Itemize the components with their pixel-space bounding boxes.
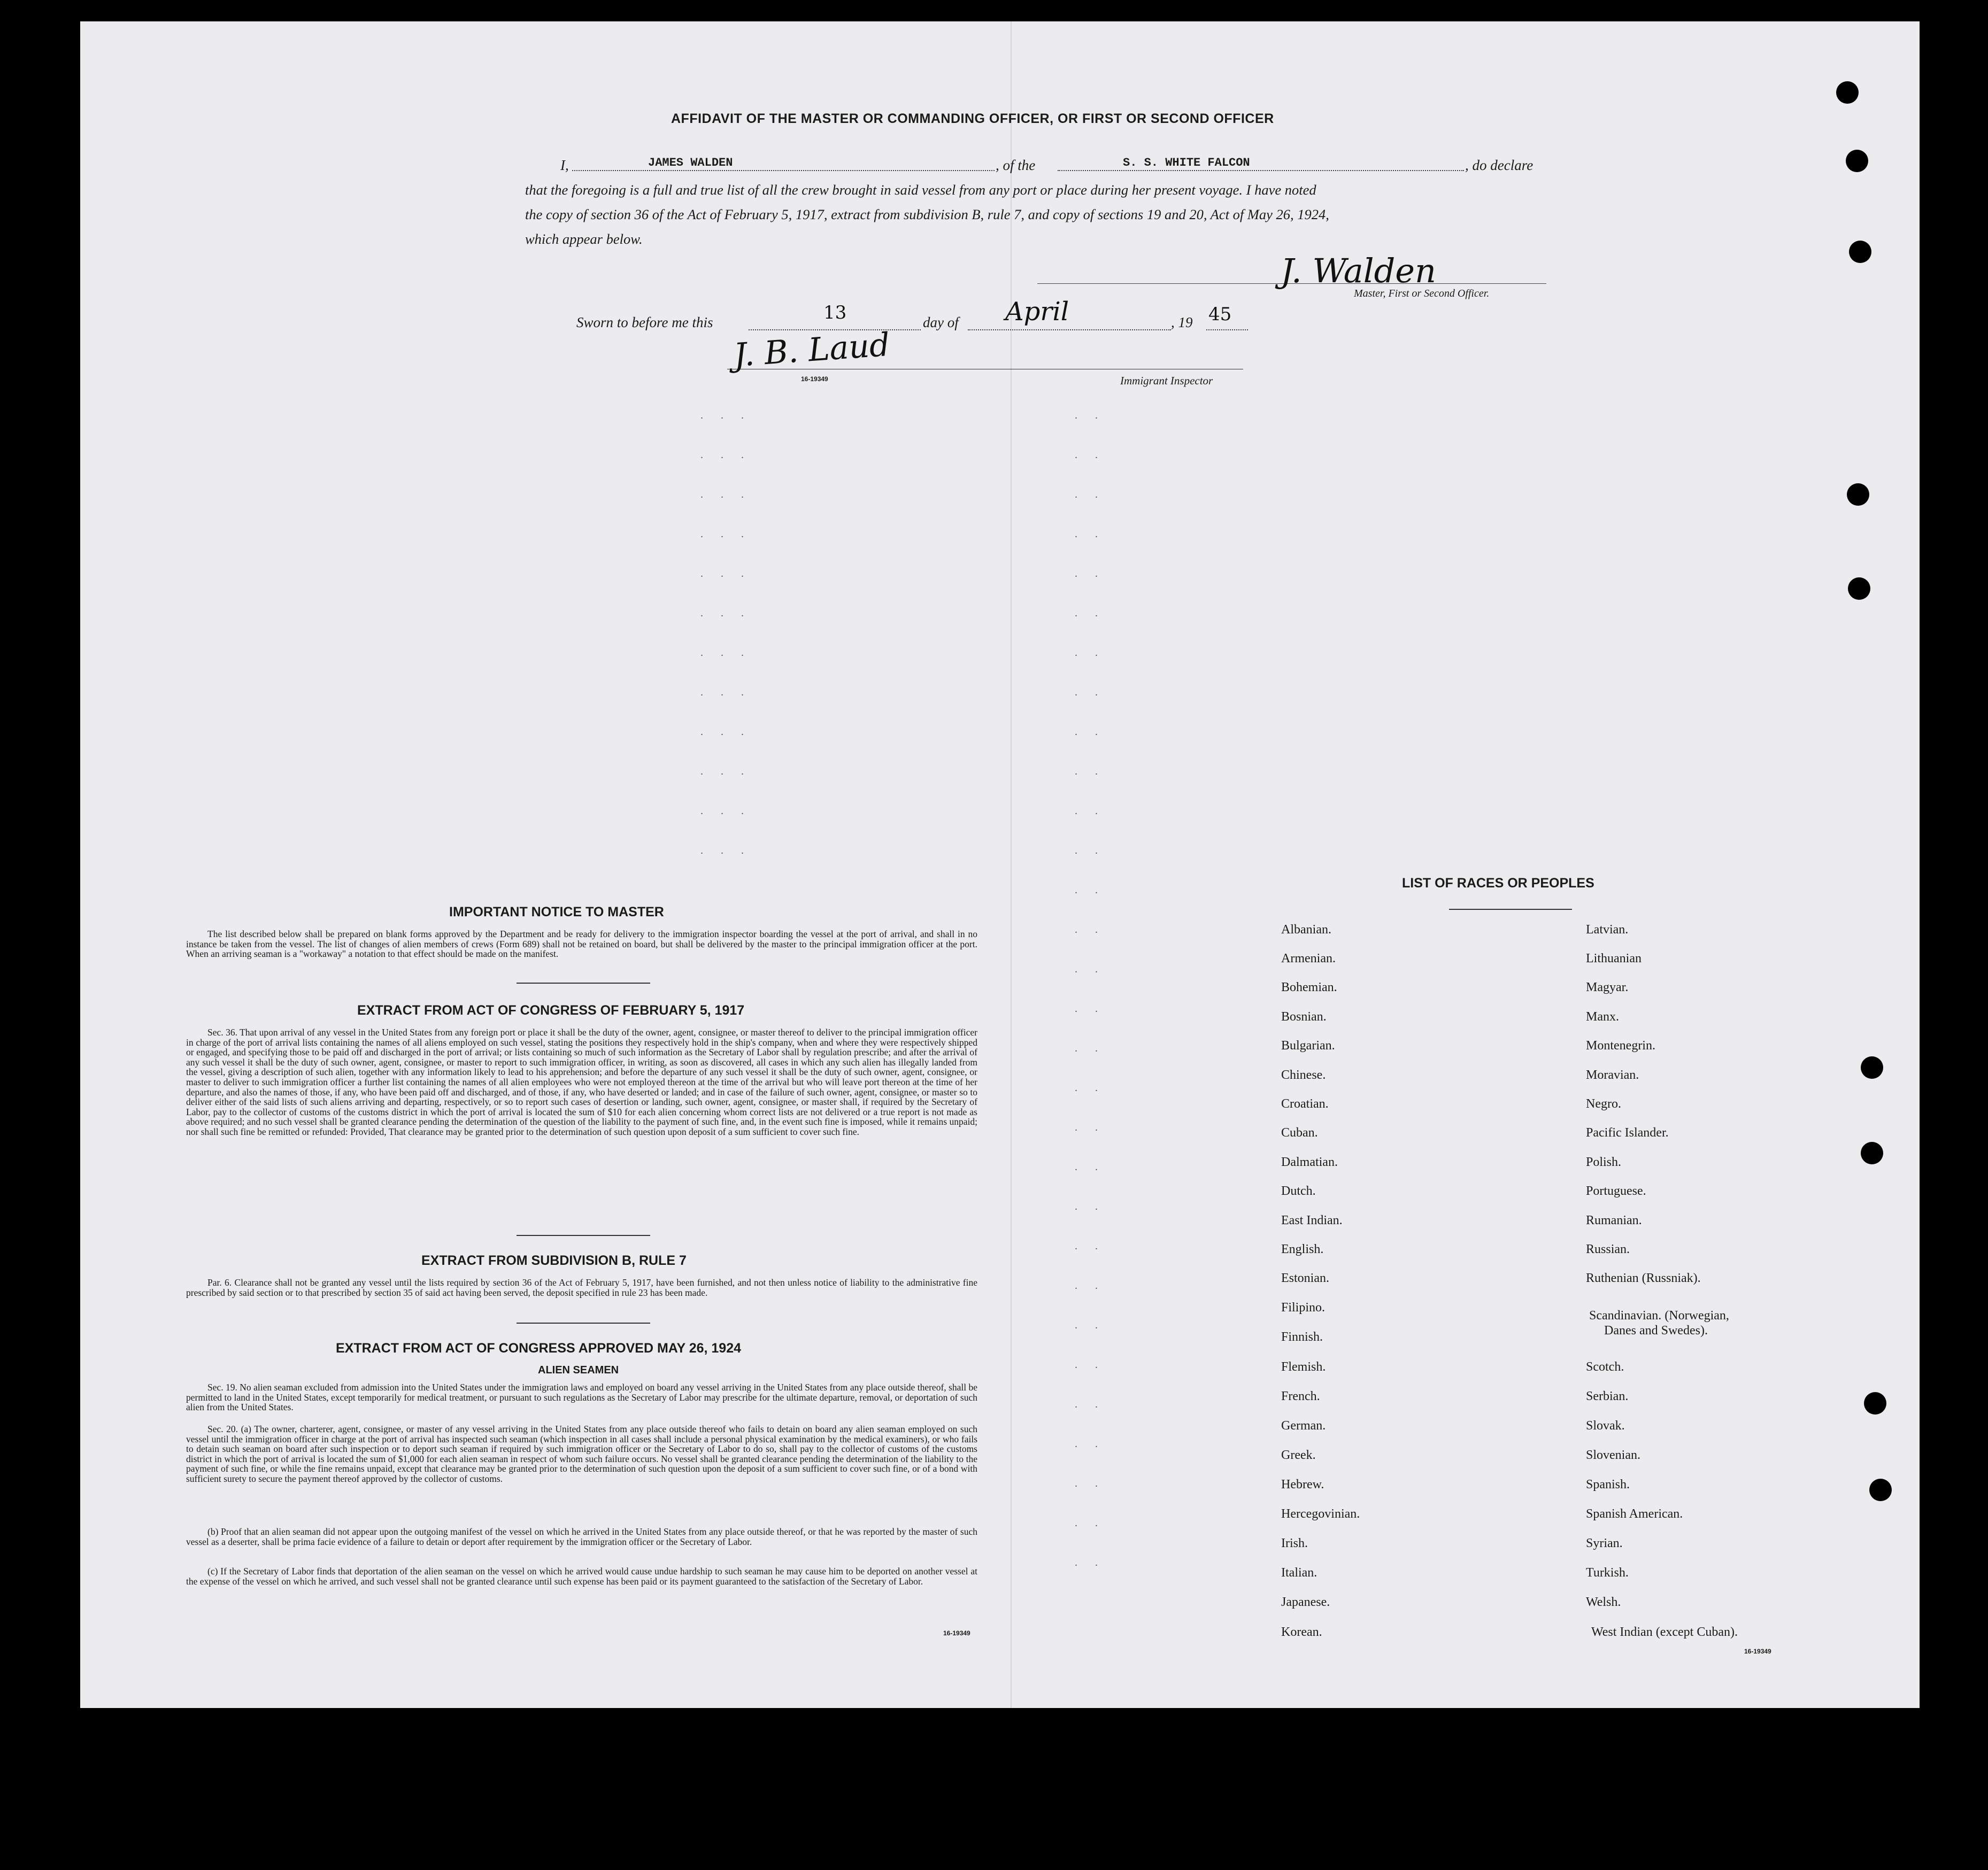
year-suffix: 45 (1208, 304, 1232, 325)
race-item: Albanian. (1281, 923, 1331, 937)
race-item: Armenian. (1281, 952, 1336, 965)
race-item: Scandinavian. (Norwegian, (1589, 1309, 1729, 1323)
extract-1917-title: EXTRACT FROM ACT OF CONGRESS OF FEBRUARY 5, 1917 (357, 1003, 745, 1018)
extract-1924-title: EXTRACT FROM ACT OF CONGRESS APPROVED MAY 26, 1924 (336, 1341, 742, 1356)
punch-hole (1848, 577, 1870, 600)
master-name: JAMES WALDEN (648, 156, 733, 169)
dotted-leaders: . . . . . . . . . . . . . . . . . . . . . . . . . . . . . . . . . . . . (700, 409, 751, 856)
races-form-number: 16-19349 (1744, 1648, 1771, 1655)
punch-hole (1869, 1479, 1892, 1501)
punch-hole (1846, 150, 1868, 172)
race-item: Pacific Islander. (1586, 1126, 1669, 1140)
sworn-month: April (1005, 297, 1069, 327)
race-item: Moravian. (1586, 1068, 1639, 1082)
race-item: Welsh. (1586, 1595, 1621, 1609)
race-item: Portuguese. (1586, 1184, 1646, 1198)
punch-hole (1864, 1392, 1886, 1415)
race-item: Turkish. (1586, 1566, 1629, 1580)
day-of-label: day of (923, 314, 959, 330)
race-item: Chinese. (1281, 1068, 1326, 1082)
vessel-name-line (1058, 170, 1464, 171)
race-item: Polish. (1586, 1155, 1622, 1169)
inspector-caption: Immigrant Inspector (1120, 374, 1213, 387)
sworn-label: Sworn to before me this (576, 314, 713, 330)
race-item: Russian. (1586, 1242, 1630, 1256)
notice-title: IMPORTANT NOTICE TO MASTER (449, 905, 664, 919)
extract-1924-subtitle: ALIEN SEAMEN (538, 1364, 619, 1376)
affidavit-body-line-1: that the foregoing is a full and true list of all the crew brought in said vessel from any port or place during her present voyage. I have noted (525, 182, 1316, 198)
race-item: Magyar. (1586, 980, 1629, 994)
race-item: English. (1281, 1242, 1324, 1256)
race-item: Bulgarian. (1281, 1039, 1335, 1053)
race-item: French. (1281, 1389, 1320, 1403)
race-item: Croatian. (1281, 1097, 1329, 1111)
race-item: Bohemian. (1281, 980, 1337, 994)
affidavit-body-line-3: which appear below. (525, 231, 643, 247)
race-item: Ruthenian (Russniak). (1586, 1271, 1701, 1285)
race-item: Slovenian. (1586, 1448, 1640, 1462)
section-divider (517, 983, 650, 984)
master-signature: J. Walden (1281, 251, 1436, 290)
sec-20c-body: (c) If the Secretary of Labor finds that deportation of the alien seaman on the vessel on which he arrived would cause undue hardship to such seaman he may cause him to be deported on another vessel at the expense of the vessel on which he arrived, and such vessel shall not be granted clearance until such expense has been paid or its payment guaranteed to the satisfaction of the Secretary of Labor. (186, 1566, 977, 1587)
race-item: Spanish. (1586, 1478, 1630, 1492)
race-item: Flemish. (1281, 1360, 1326, 1374)
inspector-signature: J. B. Laud (732, 326, 891, 375)
race-item: Lithuanian (1586, 952, 1642, 965)
punch-hole (1849, 241, 1871, 263)
race-item: Filipino. (1281, 1301, 1326, 1315)
race-item: Montenegrin. (1586, 1039, 1655, 1053)
vessel-name: S. S. WHITE FALCON (1123, 156, 1250, 169)
race-item: East Indian. (1281, 1214, 1343, 1227)
year-line (1206, 329, 1248, 330)
punch-hole (1861, 1142, 1883, 1164)
race-item: West Indian (except Cuban). (1591, 1625, 1738, 1639)
race-item: Dutch. (1281, 1184, 1316, 1198)
race-item: Irish. (1281, 1536, 1308, 1550)
race-item: Negro. (1586, 1097, 1621, 1111)
race-item: Estonian. (1281, 1271, 1329, 1285)
punch-hole (1861, 1056, 1883, 1079)
master-caption: Master, First or Second Officer. (1354, 288, 1490, 299)
race-item: Italian. (1281, 1566, 1317, 1580)
race-item: Bosnian. (1281, 1010, 1327, 1024)
race-item: Finnish. (1281, 1330, 1323, 1344)
punch-hole (1847, 483, 1869, 506)
race-item: Slovak. (1586, 1419, 1625, 1433)
sworn-day: 13 (823, 302, 847, 323)
fold-line (1011, 21, 1012, 1708)
do-declare-label: , do declare (1465, 157, 1534, 173)
race-item: Rumanian. (1586, 1214, 1642, 1227)
race-item: Greek. (1281, 1448, 1316, 1462)
sec-20a-body: Sec. 20. (a) The owner, charterer, agent, consignee, or master of any vessel arriving in the United States from any place outside thereof who fails to detain on board any alien seaman employed on such vessel until the immigration officer in charge at the port of arrival has inspected such seaman (which inspection in all cases shall include a personal physical examination by the medical examiners), or who fails to detain such seaman on board after such inspection or to deport such seaman if required by such immigration officer or the Secretary of Labor to do so, shall pay to the collector of customs of the customs district in which the port of arrival is located the sum of $1,000 for each alien seaman in respect of whom such failure occurs. No vessel shall be granted clearance pending the determination of the liability to the payment of such fine, or while the fine remains unpaid, except that clearance may be granted prior to the determination of such question upon the deposit of a sum sufficient to cover such fine, or of a bond with sufficient surety to secure the payment thereof approved by the collector of customs. (186, 1424, 977, 1484)
race-item: Scotch. (1586, 1360, 1624, 1374)
race-item: Korean. (1281, 1625, 1322, 1639)
race-item: German. (1281, 1419, 1326, 1433)
race-item: Hercegovinian. (1281, 1507, 1360, 1521)
extract-form-number: 16-19349 (943, 1629, 970, 1637)
extract-rule7-title: EXTRACT FROM SUBDIVISION B, RULE 7 (421, 1253, 687, 1268)
extract-1917-body: Sec. 36. That upon arrival of any vessel in the United States from any foreign port or place it shall be the duty of the owner, agent, consignee, or master thereof to deliver to the principal immigration officer in charge of the port of arrival lists containing the names of all aliens employed on such vessel, stating the positions they respectively hold in the ship's company, when and where they were respectively shipped or engaged, and specifying those to be paid off and discharged in the port of arrival; or lists containing so much of such information as the Secretary of Labor shall by regulation prescribe; and after the arrival of any such vessel it shall be the duty of such owner, agent, consignee, or master to report to such immigration officer, in writing, as soon as discovered, all cases in which any such alien has illegally landed from the vessel, giving a description of such alien, together with any information likely to lead to his apprehension; and before the departure of any such vessel it shall be the duty of such owner, agent, consignee, or master to deliver to such immigration officer a further list containing the names of all alien employees who were not employed thereon at the time of the arrival but who will leave port thereon at the time of her departure, and also the names of those, if any, who have been paid off and discharged, and of those, if any, who have deserted or landed; and in case of the failure of such owner, agent, consignee, or master so to deliver either of the said lists of such aliens arriving and departing, respectively, or so to report such cases of desertion or landing, such owner, agent, consignee, or master shall, if required by the Secretary of Labor, pay to the collector of customs of the customs district in which the port of arrival is located the sum of $10 for each alien concerning whom correct lists are not delivered or a true report is not made as above required; and no such vessel shall be granted clearance pending the determination of the question of the liability to the payment of such fine, and, in the event such fine is imposed, while it remains unpaid; nor shall such fine be remitted or refunded: Provided, That clearance may be granted prior to the determination of such question upon deposit of a sum sufficient to cover such fine. (186, 1027, 977, 1137)
race-item: Cuban. (1281, 1126, 1318, 1140)
affidavit-form-number: 16-19349 (801, 375, 828, 383)
race-item: Spanish American. (1586, 1507, 1683, 1521)
notice-body: The list described below shall be prepared on blank forms approved by the Department and be ready for delivery to the immigration inspector boarding the vessel at the port of arrival, and shall in no instance be taken from the vessel. The list of changes of alien members of crews (Form 689) shall not be retained on board, but shall be delivered by the master to the principal immigration officer at the port. When an arriving seaman is a "workaway" a notation to that effect should be made on the manifest. (186, 929, 977, 960)
race-item: Hebrew. (1281, 1478, 1324, 1492)
race-item: Dalmatian. (1281, 1155, 1338, 1169)
i-label: I, (560, 157, 569, 173)
punch-hole (1836, 81, 1859, 104)
sworn-month-line (968, 329, 1171, 330)
race-item: Syrian. (1586, 1536, 1623, 1550)
dotted-leaders: . . . . . . . . . . . . . . . . . . . . . . . . . . . . . . . . . . . . . . . . . . . . . . . . . . . . . . . . . . . . (1075, 409, 1105, 1568)
section-divider (517, 1323, 650, 1324)
race-item: Serbian. (1586, 1389, 1629, 1403)
race-item: Japanese. (1281, 1595, 1330, 1609)
race-item: Latvian. (1586, 923, 1629, 937)
sec-20b-body: (b) Proof that an alien seaman did not appear upon the outgoing manifest of the vessel on which he arrived in the United States from any place outside thereof, or that he was reported by the master of such vessel as a deserter, shall be prima facie evidence of a failure to detain or deport after requirement by the immigration officer or the Secretary of Labor. (186, 1526, 977, 1547)
races-title: LIST OF RACES OR PEOPLES (1402, 876, 1594, 891)
race-item: Danes and Swedes). (1604, 1324, 1708, 1338)
master-name-line (572, 170, 995, 171)
section-divider (517, 1235, 650, 1236)
affidavit-body-line-2: the copy of section 36 of the Act of February 5, 1917, extract from subdivision B, rule 7, and copy of sections 19 and 20, Act of May 26, 1924, (525, 206, 1329, 222)
extract-rule7-body: Par. 6. Clearance shall not be granted any vessel until the lists required by section 36 of the Act of February 5, 1917, have been furnished, and not then unless notice of liability to the administrative fine prescribed by said section or to that prescribed by section 35 of said act having been served, the deposit specified in rule 23 has been made. (186, 1277, 977, 1298)
race-item: Manx. (1586, 1010, 1619, 1024)
sec-19-body: Sec. 19. No alien seaman excluded from admission into the United States under the immigration laws and employed on board any vessel arriving in the United States from any place outside thereof, shall be permitted to land in the United States, except temporarily for medical treatment, or pursuant to such regulations as the Secretary of Labor may prescribe for the ultimate departure, removal, or deportation of such alien from the United States. (186, 1382, 977, 1413)
affidavit-title: AFFIDAVIT OF THE MASTER OR COMMANDING OFFICER, OR FIRST OR SECOND OFFICER (671, 111, 1274, 126)
year-prefix: , 19 (1171, 314, 1193, 330)
races-divider (1449, 909, 1572, 910)
of-the-label: , of the (996, 157, 1036, 173)
